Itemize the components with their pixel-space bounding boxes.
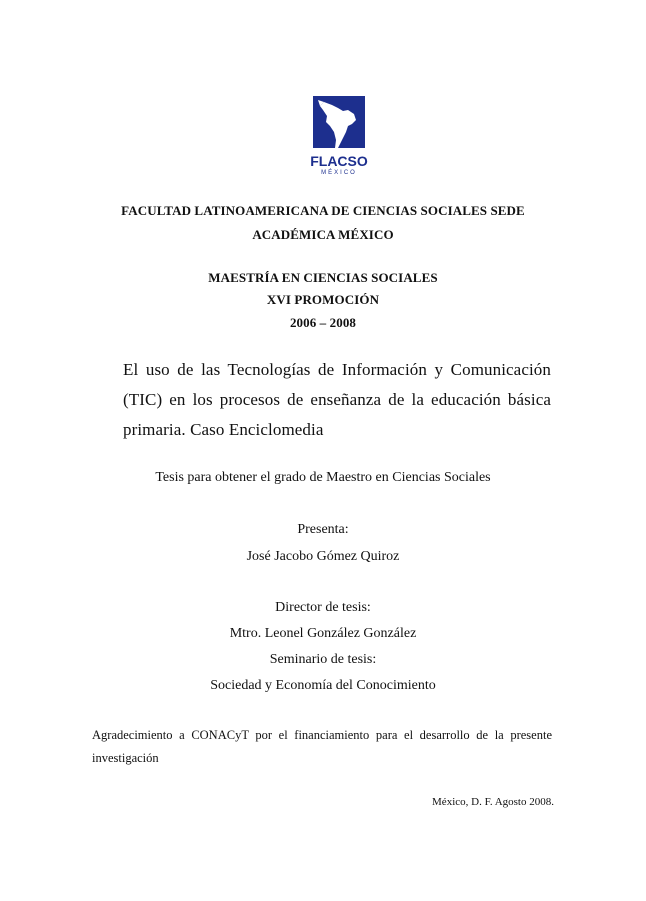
seminar-label: Seminario de tesis: — [269, 652, 377, 667]
acknowledgment-line-1: Agradecimiento a CONACyT por el financiamiento para el desarrollo de la presente — [92, 728, 552, 742]
program-years: 2006 – 2008 — [289, 315, 357, 330]
seminar-name: Sociedad y Economía del Conocimiento — [210, 678, 436, 693]
degree-statement: Tesis para obtener el grado de Maestro en Ciencias Sociales — [155, 470, 491, 485]
place-date: México, D. F. Agosto 2008. — [432, 796, 554, 808]
institution-line-2: ACADÉMICA MÉXICO — [252, 227, 394, 242]
program-promotion: XVI PROMOCIÓN — [266, 292, 380, 307]
program-name: MAESTRÍA EN CIENCIAS SOCIALES — [208, 270, 438, 285]
flacso-emblem-icon — [310, 96, 368, 176]
institution-line-1: FACULTAD LATINOAMERICANA DE CIENCIAS SOCIALES SEDE — [121, 203, 525, 218]
acknowledgment-line-2: investigación — [92, 751, 159, 765]
director-name: Mtro. Leonel González González — [229, 626, 417, 641]
logo-subtext: MÉXICO — [321, 170, 357, 176]
presenter-name: José Jacobo Gómez Quiroz — [246, 549, 400, 564]
presenter-label: Presenta: — [297, 522, 349, 537]
thesis-title-line-2: (TIC) en los procesos de enseñanza de la educación básica — [123, 390, 551, 409]
flacso-logo — [310, 96, 368, 176]
logo-text: FLACSO — [310, 153, 368, 169]
thesis-title-line-1: El uso de las Tecnologías de Información y Comunicación — [123, 360, 551, 379]
thesis-title-line-3: primaria. Caso Enciclomedia — [123, 420, 324, 439]
director-label: Director de tesis: — [275, 600, 371, 615]
